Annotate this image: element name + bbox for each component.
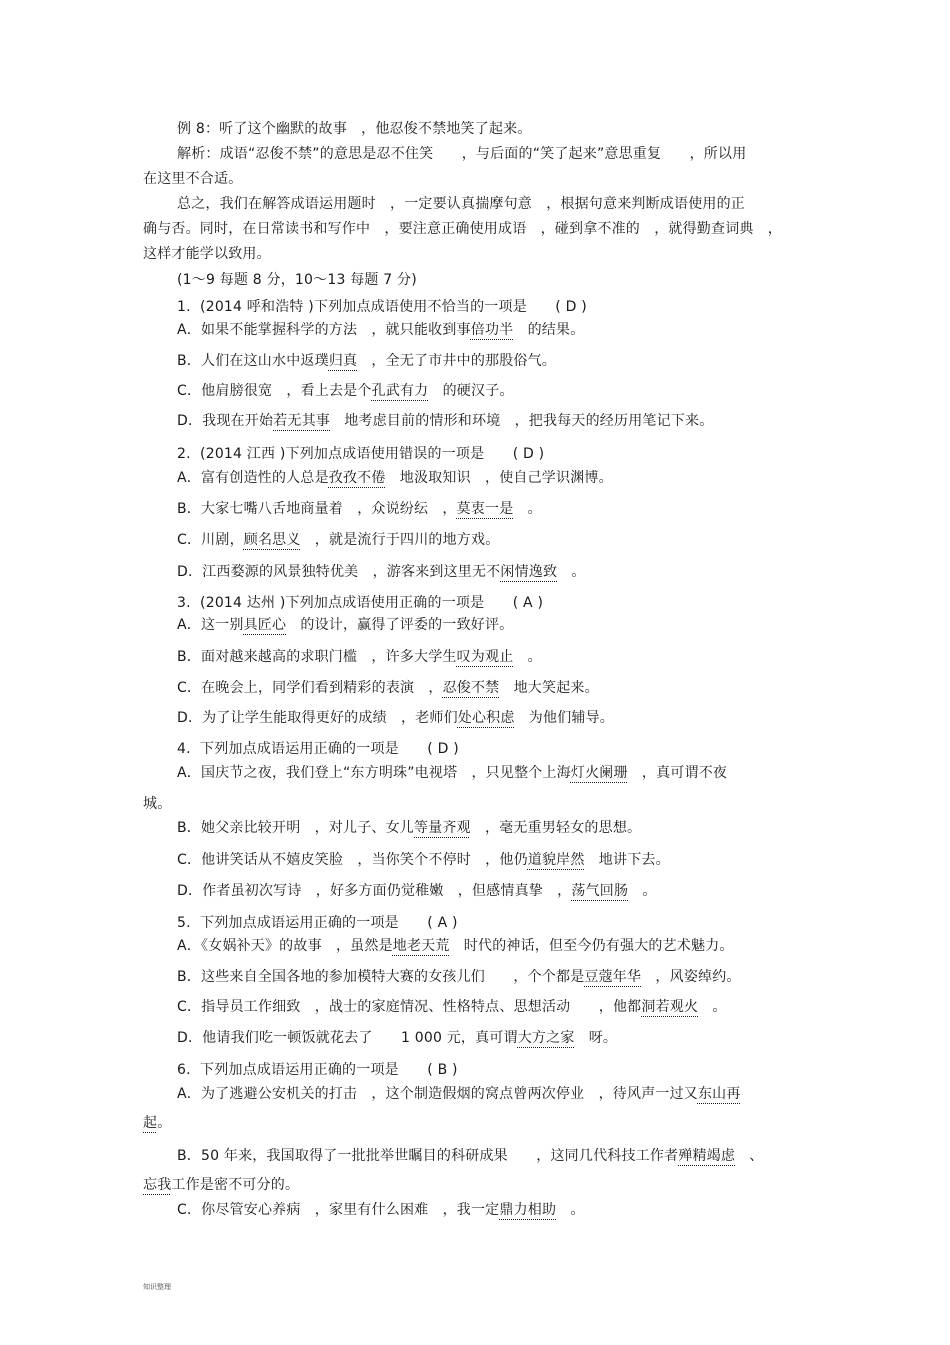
question-3-head: 3. (2014 达州 )下列加点成语使用正确的一项是 ( A ) (177, 595, 544, 611)
analysis-line-1: 解析：成语“忍俊不禁”的意思是忍不住笑 ，与后面的“笑了起来”意思重复 ，所以用 (177, 146, 747, 162)
q4-option-a: A．国庆节之夜，我们登上“东方明珠”电视塔 ，只见整个上海灯火阑珊 ，真可谓不夜 (177, 765, 728, 781)
q1-option-a: A．如果不能掌握科学的方法 ，就只能收到事倍功半 的结果。 (177, 322, 585, 338)
q3-option-d: D．为了让学生能取得更好的成绩 ，老师们处心积虑 为他们辅导。 (177, 710, 614, 726)
idiom: 洞若观火 (641, 999, 699, 1015)
q4-option-c: C．他讲笑话从不嬉皮笑脸 ，当你笑个不停时 ，他仍道貌岸然 地讲下去。 (177, 852, 670, 868)
idiom: 豆蔻年华 (584, 969, 642, 985)
idiom: 等量齐观 (414, 820, 471, 836)
idiom: 东山再 (697, 1086, 741, 1102)
idiom: 莫衷一是 (456, 501, 514, 517)
q2-option-c: C．川剧，顾名思义 ，就是流行于四川的地方戏。 (177, 532, 500, 548)
analysis-line-2: 在这里不合适。 (143, 171, 243, 187)
idiom: 具匠心 (243, 617, 287, 633)
question-5-head: 5. 下列加点成语运用正确的一项是 ( A ) (177, 915, 458, 931)
idiom: 倍功半 (470, 322, 514, 338)
question-6-head: 6. 下列加点成语运用正确的一项是 ( B ) (177, 1062, 458, 1078)
idiom: 道貌岸然 (527, 852, 585, 868)
idiom: 若无其事 (273, 413, 330, 429)
scoring-note: (1～9 每题 8 分，10～13 每题 7 分) (177, 272, 417, 288)
q4-option-d: D．作者虽初次写诗 ，好多方面仍觉稚嫩 ，但感情真挚 ，荡气回肠 。 (177, 883, 657, 899)
q3-option-b: B．面对越来越高的求职门槛 ，许多大学生叹为观止 。 (177, 649, 542, 665)
example-8: 例 8：听了这个幽默的故事 ，他忍俊不禁地笑了起来。 (177, 121, 532, 137)
q6-option-a-cont: 起。 (143, 1115, 172, 1131)
idiom: 灯火阑珊 (570, 765, 628, 781)
q2-option-d: D．江西婺源的风景独特优美 ，游客来到这里无不闲情逸致 。 (177, 564, 586, 580)
q1-option-c: C．他肩膀很宽 ，看上去是个孔武有力 的硬汉子。 (177, 383, 514, 399)
q6-option-b-cont: 忘我工作是密不可分的。 (143, 1177, 300, 1193)
idiom: 忍俊不禁 (442, 680, 500, 696)
idiom: 地老天荒 (392, 938, 450, 954)
summary-line-2: 确与否。同时，在日常读书和写作中 ，要注意正确使用成语 ，碰到拿不准的 ，就得勤查词典 ， (143, 221, 782, 237)
idiom: 荡气回肠 (571, 883, 629, 899)
q4-option-a-cont: 城。 (143, 796, 172, 812)
q3-option-a: A．这一别具匠心 的设计，赢得了评委的一致好评。 (177, 617, 514, 633)
idiom: 鼎力相助 (499, 1202, 557, 1218)
q2-option-b: B．大家七嘴八舌地商量着 ，众说纷纭 ，莫衷一是 。 (177, 501, 542, 517)
q1-option-d: D．我现在开始若无其事 地考虑目前的情形和环境 ，把我每天的经历用笔记下来。 (177, 413, 714, 429)
q5-option-d: D．他请我们吃一顿饭就花去了 1 000 元，真可谓大方之家 呀。 (177, 1030, 618, 1046)
idiom: 归真 (328, 353, 358, 369)
page-footer: 知识整理 (143, 1283, 171, 1291)
question-2-head: 2. (2014 江西 )下列加点成语使用错误的一项是 ( D ) (177, 446, 545, 462)
idiom: 叹为观止 (456, 649, 514, 665)
q3-option-c: C．在晚会上，同学们看到精彩的表演 ，忍俊不禁 地大笑起来。 (177, 680, 599, 696)
q2-option-a: A．富有创造性的人总是孜孜不倦 地汲取知识 ，使自己学识渊博。 (177, 470, 613, 486)
q5-option-b: B．这些来自全国各地的参加模特大赛的女孩儿们 ，个个都是豆蔻年华 ，风姿绰约。 (177, 969, 741, 985)
idiom: 孜孜不倦 (328, 470, 386, 486)
idiom: 起 (143, 1115, 158, 1131)
summary-line-1: 总之，我们在解答成语运用题时 ，一定要认真揣摩句意 ，根据句意来判断成语使用的正 (177, 196, 745, 212)
q1-option-b: B．人们在这山水中返璞归真 ，全无了市井中的那股俗气。 (177, 353, 557, 369)
idiom: 顾名思义 (243, 532, 301, 548)
q6-option-a: A．为了逃避公安机关的打击 ，这个制造假烟的窝点曾两次停业 ，待风声一过又东山再 (177, 1086, 741, 1102)
idiom: 大方之家 (517, 1030, 575, 1046)
idiom: 孔武有力 (371, 383, 429, 399)
question-4-head: 4. 下列加点成语运用正确的一项是 ( D ) (177, 741, 459, 757)
question-1-head: 1. (2014 呼和浩特 )下列加点成语使用不恰当的一项是 ( D ) (177, 299, 587, 315)
idiom: 忘我 (143, 1177, 172, 1193)
idiom: 处心积虑 (457, 710, 515, 726)
q5-option-a: A．《女娲补天》的故事 ，虽然是地老天荒 时代的神话，但至今仍有强大的艺术魅力。 (177, 938, 734, 954)
idiom: 闲情逸致 (500, 564, 558, 580)
q4-option-b: B．她父亲比较开明 ，对儿子、女儿等量齐观 ，毫无重男轻女的思想。 (177, 820, 642, 836)
q6-option-c: C．你尽管安心养病 ，家里有什么困难 ，我一定鼎力相助 。 (177, 1202, 585, 1218)
q6-option-b: B．50 年来，我国取得了一批批举世瞩目的科研成果 ，这同几代科技工作者殚精竭虑 、 (177, 1148, 764, 1164)
q5-option-c: C．指导员工作细致 ，战士的家庭情况、性格特点、思想活动 ，他都洞若观火 。 (177, 999, 727, 1015)
idiom: 殚精竭虑 (678, 1148, 736, 1164)
summary-line-3: 这样才能学以致用。 (143, 246, 271, 262)
